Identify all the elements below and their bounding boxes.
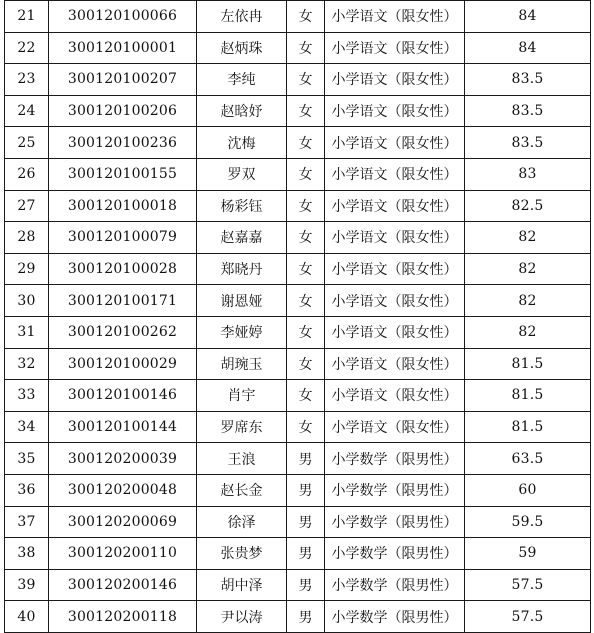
table-row xyxy=(5,411,591,443)
cell-sex: 女 xyxy=(287,158,325,190)
cell-position: 小学语文（限女性） xyxy=(325,190,465,222)
cell-exam-id: 300120200146 xyxy=(49,569,197,601)
table-row xyxy=(5,222,591,254)
cell-seq: 21 xyxy=(5,1,49,33)
cell-position: 小学语文（限女性） xyxy=(325,1,465,33)
cell-score: 57.5 xyxy=(465,569,591,601)
table-row xyxy=(5,380,591,412)
cell-name: 李纯 xyxy=(197,64,287,96)
cell-position: 小学语文（限女性） xyxy=(325,411,465,443)
table-row xyxy=(5,601,591,633)
cell-score: 84 xyxy=(465,1,591,33)
cell-seq: 26 xyxy=(5,158,49,190)
cell-exam-id: 300120200048 xyxy=(49,474,197,506)
table-row xyxy=(5,64,591,96)
cell-name: 杨彩钰 xyxy=(197,190,287,222)
cell-score: 59 xyxy=(465,538,591,570)
cell-exam-id: 300120200110 xyxy=(49,538,197,570)
cell-exam-id: 300120100206 xyxy=(49,95,197,127)
cell-score: 81.5 xyxy=(465,380,591,412)
cell-sex: 男 xyxy=(287,601,325,633)
table-row xyxy=(5,285,591,317)
cell-name: 肖宇 xyxy=(197,380,287,412)
cell-sex: 女 xyxy=(287,190,325,222)
cell-score: 63.5 xyxy=(465,443,591,475)
cell-exam-id: 300120100146 xyxy=(49,380,197,412)
cell-exam-id: 300120100018 xyxy=(49,190,197,222)
cell-position: 小学数学（限男性） xyxy=(325,538,465,570)
cell-sex: 女 xyxy=(287,316,325,348)
cell-position: 小学语文（限女性） xyxy=(325,95,465,127)
table-row xyxy=(5,348,591,380)
cell-sex: 女 xyxy=(287,348,325,380)
cell-seq: 31 xyxy=(5,316,49,348)
cell-exam-id: 300120100236 xyxy=(49,127,197,159)
cell-name: 王浪 xyxy=(197,443,287,475)
cell-sex: 男 xyxy=(287,474,325,506)
cell-sex: 女 xyxy=(287,411,325,443)
table-row xyxy=(5,1,591,33)
cell-name: 李娅婷 xyxy=(197,316,287,348)
cell-position: 小学语文（限女性） xyxy=(325,285,465,317)
cell-name: 徐泽 xyxy=(197,506,287,538)
cell-exam-id: 300120100066 xyxy=(49,1,197,33)
cell-sex: 女 xyxy=(287,32,325,64)
results-table-body xyxy=(5,1,591,633)
cell-score: 84 xyxy=(465,32,591,64)
cell-exam-id: 300120200039 xyxy=(49,443,197,475)
cell-name: 罗席东 xyxy=(197,411,287,443)
cell-name: 赵嘉嘉 xyxy=(197,222,287,254)
cell-position: 小学语文（限女性） xyxy=(325,380,465,412)
cell-seq: 27 xyxy=(5,190,49,222)
table-row xyxy=(5,443,591,475)
cell-seq: 22 xyxy=(5,32,49,64)
cell-exam-id: 300120100079 xyxy=(49,222,197,254)
cell-seq: 23 xyxy=(5,64,49,96)
table-row xyxy=(5,474,591,506)
cell-seq: 32 xyxy=(5,348,49,380)
table-row xyxy=(5,316,591,348)
table-row xyxy=(5,506,591,538)
cell-score: 82.5 xyxy=(465,190,591,222)
cell-seq: 30 xyxy=(5,285,49,317)
cell-position: 小学数学（限男性） xyxy=(325,506,465,538)
cell-sex: 女 xyxy=(287,253,325,285)
cell-sex: 女 xyxy=(287,64,325,96)
cell-score: 81.5 xyxy=(465,348,591,380)
cell-position: 小学语文（限女性） xyxy=(325,127,465,159)
cell-score: 82 xyxy=(465,316,591,348)
cell-sex: 女 xyxy=(287,95,325,127)
cell-exam-id: 300120100207 xyxy=(49,64,197,96)
cell-sex: 女 xyxy=(287,127,325,159)
cell-score: 60 xyxy=(465,474,591,506)
cell-sex: 男 xyxy=(287,506,325,538)
cell-position: 小学语文（限女性） xyxy=(325,158,465,190)
cell-seq: 36 xyxy=(5,474,49,506)
cell-position: 小学数学（限男性） xyxy=(325,569,465,601)
table-row xyxy=(5,569,591,601)
cell-sex: 女 xyxy=(287,285,325,317)
cell-position: 小学语文（限女性） xyxy=(325,348,465,380)
table-row xyxy=(5,253,591,285)
cell-score: 59.5 xyxy=(465,506,591,538)
cell-score: 83 xyxy=(465,158,591,190)
cell-name: 赵炳珠 xyxy=(197,32,287,64)
cell-position: 小学语文（限女性） xyxy=(325,64,465,96)
cell-seq: 24 xyxy=(5,95,49,127)
cell-sex: 男 xyxy=(287,569,325,601)
cell-name: 胡中泽 xyxy=(197,569,287,601)
table-row xyxy=(5,127,591,159)
cell-seq: 25 xyxy=(5,127,49,159)
cell-sex: 女 xyxy=(287,222,325,254)
cell-sex: 男 xyxy=(287,443,325,475)
cell-name: 胡琬玉 xyxy=(197,348,287,380)
cell-name: 罗双 xyxy=(197,158,287,190)
cell-position: 小学数学（限男性） xyxy=(325,443,465,475)
cell-position: 小学语文（限女性） xyxy=(325,316,465,348)
cell-position: 小学语文（限女性） xyxy=(325,32,465,64)
cell-score: 82 xyxy=(465,285,591,317)
cell-score: 82 xyxy=(465,222,591,254)
cell-name: 赵长金 xyxy=(197,474,287,506)
cell-seq: 38 xyxy=(5,538,49,570)
table-row xyxy=(5,32,591,64)
cell-name: 沈梅 xyxy=(197,127,287,159)
table-row xyxy=(5,158,591,190)
cell-seq: 35 xyxy=(5,443,49,475)
table-row xyxy=(5,95,591,127)
cell-name: 张贵梦 xyxy=(197,538,287,570)
cell-exam-id: 300120200069 xyxy=(49,506,197,538)
cell-score: 83.5 xyxy=(465,64,591,96)
cell-seq: 37 xyxy=(5,506,49,538)
cell-exam-id: 300120100262 xyxy=(49,316,197,348)
table-row xyxy=(5,190,591,222)
cell-score: 83.5 xyxy=(465,127,591,159)
cell-score: 57.5 xyxy=(465,601,591,633)
cell-exam-id: 300120200118 xyxy=(49,601,197,633)
cell-exam-id: 300120100155 xyxy=(49,158,197,190)
cell-seq: 33 xyxy=(5,380,49,412)
cell-seq: 40 xyxy=(5,601,49,633)
cell-exam-id: 300120100028 xyxy=(49,253,197,285)
cell-sex: 男 xyxy=(287,538,325,570)
cell-seq: 28 xyxy=(5,222,49,254)
cell-exam-id: 300120100144 xyxy=(49,411,197,443)
cell-name: 左依冉 xyxy=(197,1,287,33)
results-table xyxy=(4,0,591,633)
cell-exam-id: 300120100029 xyxy=(49,348,197,380)
cell-score: 82 xyxy=(465,253,591,285)
cell-seq: 29 xyxy=(5,253,49,285)
cell-seq: 39 xyxy=(5,569,49,601)
cell-position: 小学语文（限女性） xyxy=(325,222,465,254)
cell-sex: 女 xyxy=(287,380,325,412)
cell-seq: 34 xyxy=(5,411,49,443)
cell-exam-id: 300120100171 xyxy=(49,285,197,317)
cell-position: 小学数学（限男性） xyxy=(325,601,465,633)
cell-name: 尹以涛 xyxy=(197,601,287,633)
cell-position: 小学数学（限男性） xyxy=(325,474,465,506)
cell-score: 81.5 xyxy=(465,411,591,443)
cell-exam-id: 300120100001 xyxy=(49,32,197,64)
results-table-container xyxy=(4,0,590,633)
table-row xyxy=(5,538,591,570)
cell-sex: 女 xyxy=(287,1,325,33)
cell-name: 谢恩娅 xyxy=(197,285,287,317)
cell-name: 赵晗妤 xyxy=(197,95,287,127)
cell-name: 郑晓丹 xyxy=(197,253,287,285)
cell-score: 83.5 xyxy=(465,95,591,127)
cell-position: 小学语文（限女性） xyxy=(325,253,465,285)
